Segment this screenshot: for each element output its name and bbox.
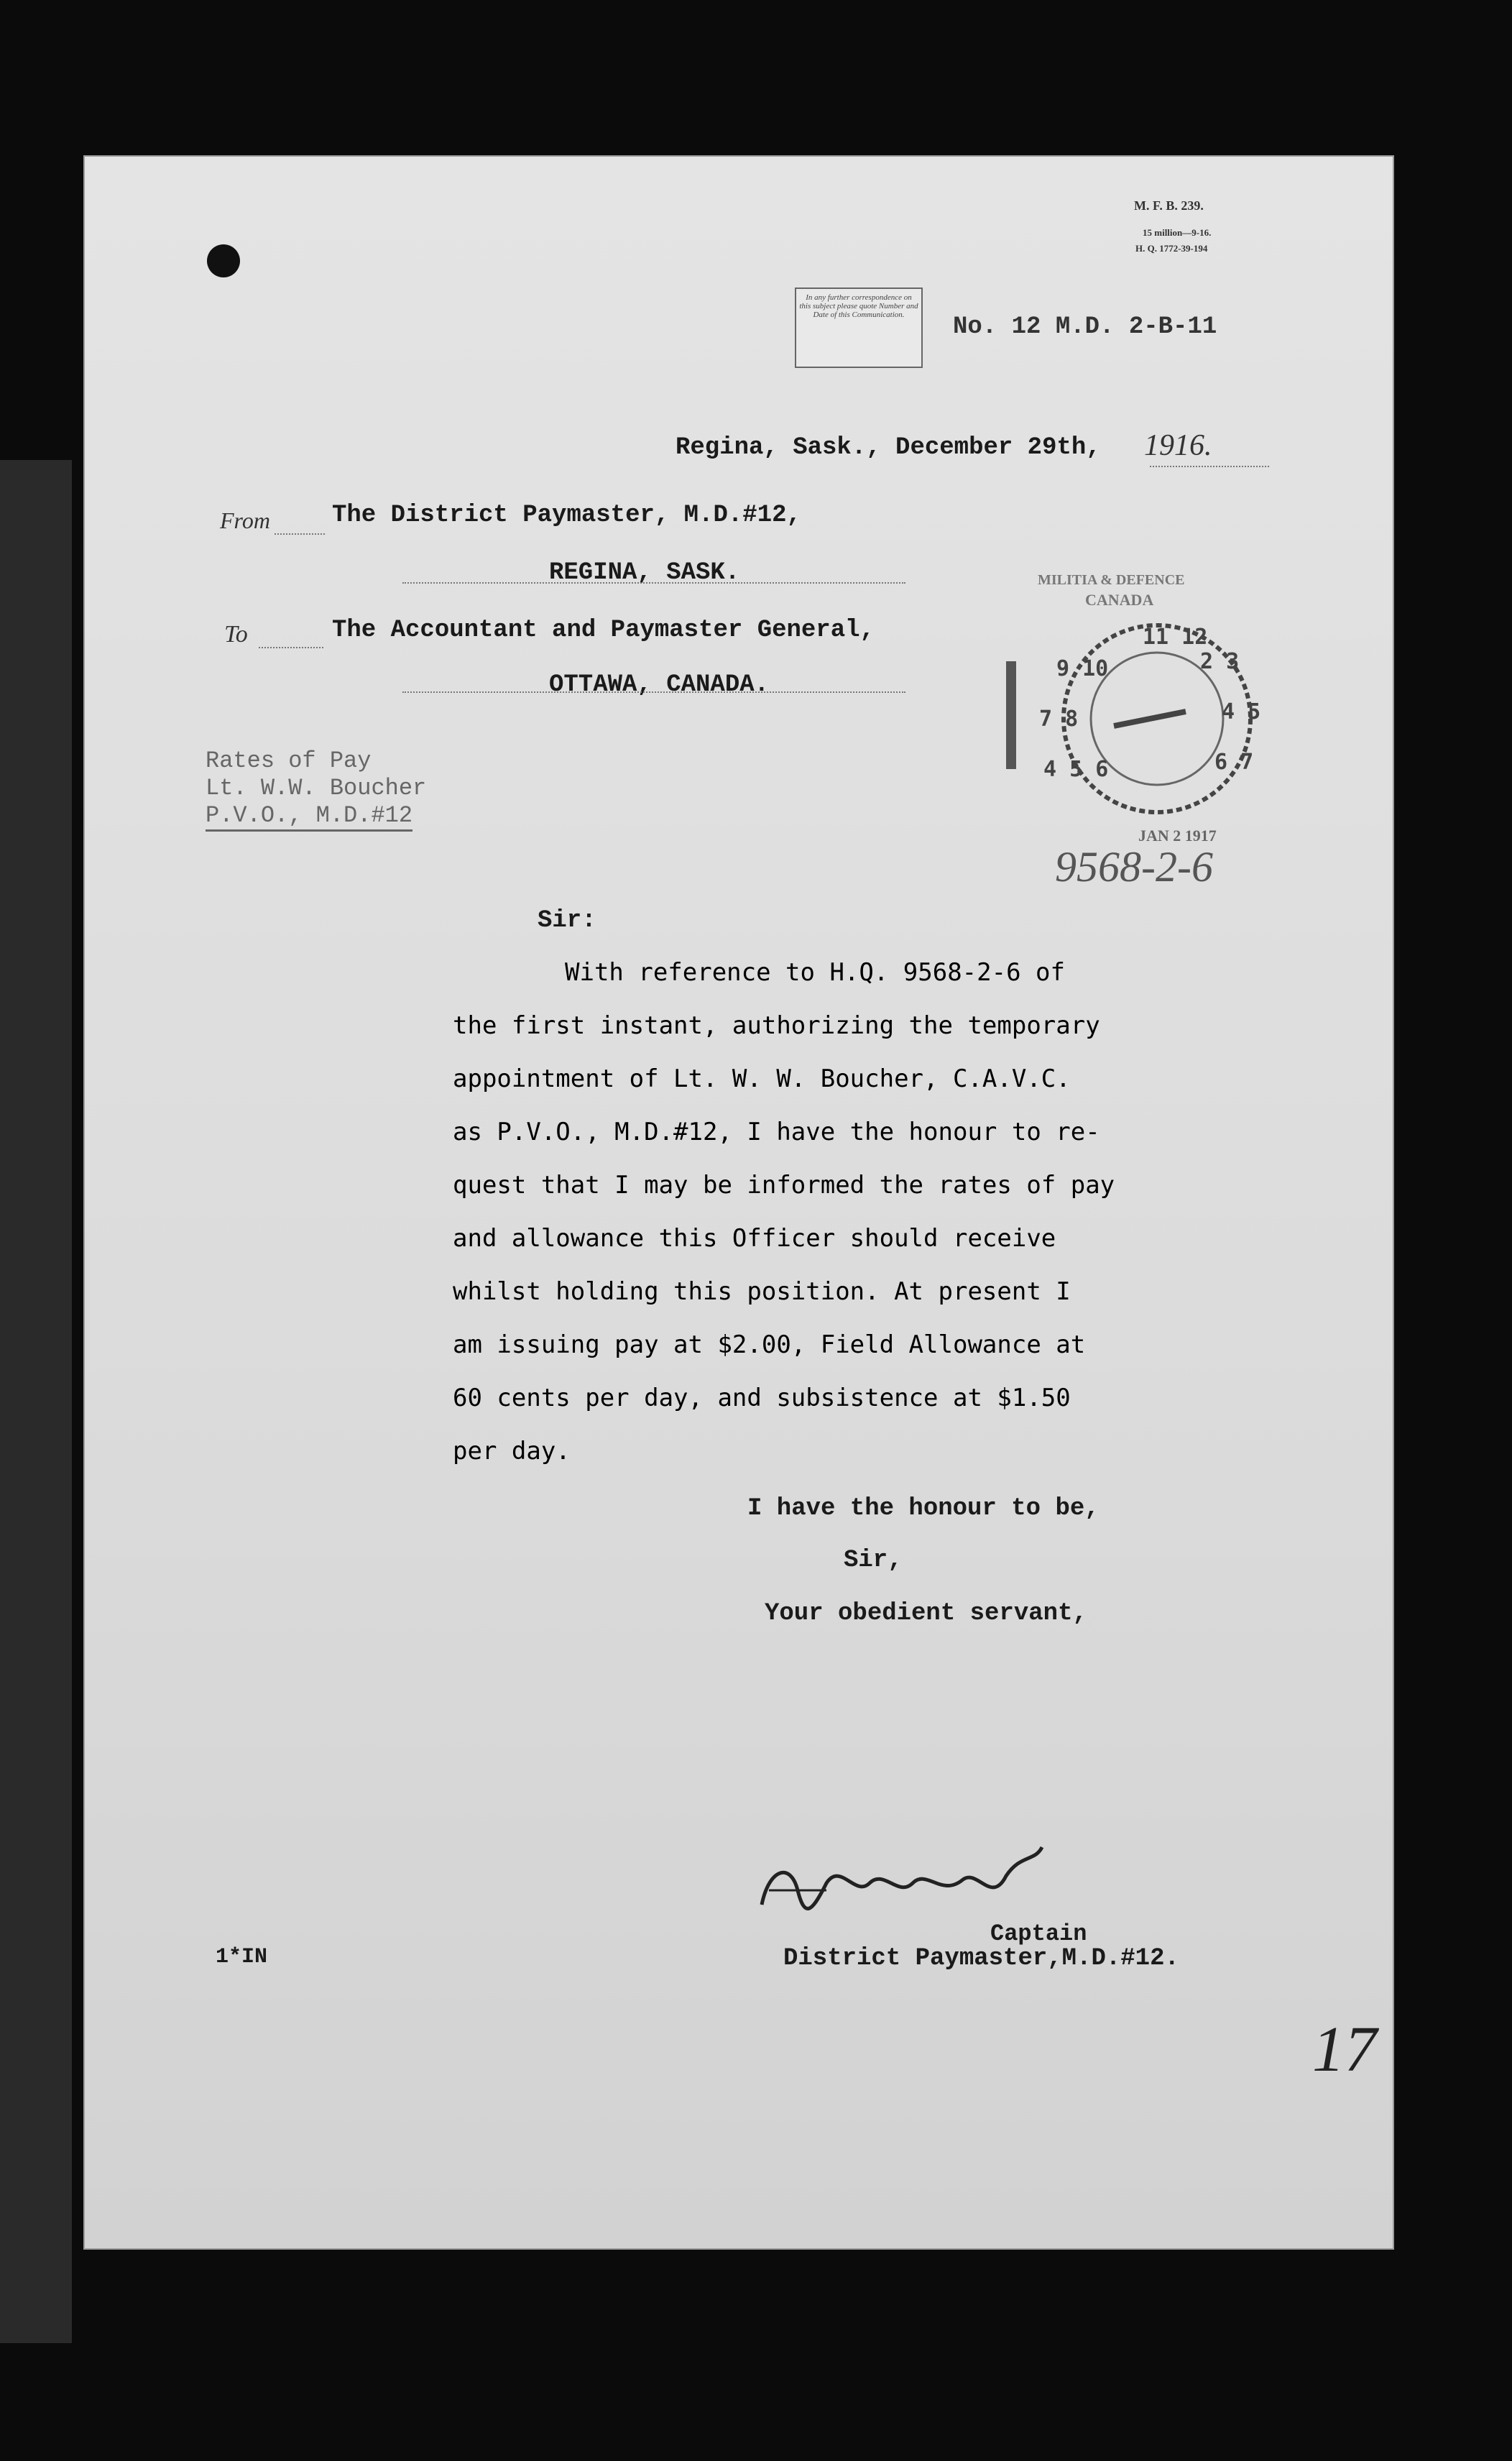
signature-title: District Paymaster,M.D.#12.: [783, 1945, 1179, 1972]
svg-text:4 5: 4 5: [1222, 699, 1261, 724]
to-line2-rule: [402, 691, 905, 693]
closing-line2: Sir,: [844, 1547, 903, 1574]
svg-text:2 3: 2 3: [1200, 649, 1240, 674]
form-number: M. F. B. 239.: [1134, 198, 1204, 213]
to-line2: OTTAWA, CANADA.: [549, 671, 770, 699]
film-edge: [0, 460, 72, 2343]
subject-line3: P.V.O., M.D.#12: [206, 802, 412, 832]
stamp-dial: [1006, 611, 1294, 841]
place-date: Regina, Sask., December 29th,: [676, 434, 1101, 461]
salutation: Sir:: [538, 907, 596, 934]
subject-line2: Lt. W.W. Boucher: [206, 775, 427, 801]
hq-info: H. Q. 1772-39-194: [1135, 243, 1208, 254]
stamp-country: CANADA: [1085, 591, 1154, 609]
to-rule: [259, 647, 323, 648]
closing-line3: Your obedient servant,: [765, 1600, 1087, 1627]
received-stamp: [1006, 568, 1294, 845]
body-line: and allowance this Officer should receive: [453, 1224, 1056, 1253]
page-mark: 17: [1312, 2014, 1377, 2085]
closing-line1: I have the honour to be,: [747, 1495, 1100, 1522]
subject-line1: Rates of Pay: [206, 748, 372, 774]
body-line: am issuing pay at $2.00, Field Allowance at: [453, 1330, 1086, 1359]
body-line: per day.: [453, 1437, 571, 1466]
to-line1: The Accountant and Paymaster General,: [332, 617, 875, 644]
handwritten-ref: 9568-2-6: [1055, 843, 1213, 891]
body-line: With reference to H.Q. 9568-2-6 of: [565, 958, 1065, 987]
reference-note-box: In any further correspondence on this subject please quote Number and Date of this Communication.: [795, 288, 923, 368]
from-line2-rule: [402, 582, 905, 584]
svg-text:6 7: 6 7: [1214, 750, 1254, 775]
year: 1916.: [1144, 429, 1212, 462]
punch-hole: [207, 244, 240, 277]
to-label: To: [224, 621, 248, 648]
stamp-date: JAN 2 1917: [1138, 827, 1217, 845]
stamp-dept: MILITIA & DEFENCE: [1038, 572, 1185, 588]
body-line: whilst holding this position. At present I: [453, 1277, 1071, 1306]
body-line: the first instant, authorizing the temporary: [453, 1011, 1100, 1040]
svg-text:9 10: 9 10: [1056, 656, 1109, 681]
typist-initials: 1*IN: [216, 1945, 268, 1969]
svg-text:4 5 6: 4 5 6: [1043, 757, 1109, 782]
body-line: 60 cents per day, and subsistence at $1.50: [453, 1384, 1071, 1412]
signature-rank: Captain: [990, 1920, 1087, 1947]
body-line: quest that I may be informed the rates of pay: [453, 1171, 1115, 1200]
body-paragraph: [453, 946, 1258, 1478]
year-rule: [1150, 466, 1269, 467]
file-number: No. 12 M.D. 2-B-11: [953, 313, 1217, 341]
body-line: appointment of Lt. W. W. Boucher, C.A.V.C.: [453, 1064, 1071, 1093]
signature: [747, 1840, 1064, 1919]
svg-text:7 8: 7 8: [1039, 707, 1079, 732]
print-info: 15 million—9-16.: [1143, 227, 1212, 238]
from-label: From: [220, 507, 270, 533]
from-line2: REGINA, SASK.: [549, 559, 740, 586]
body-line: as P.V.O., M.D.#12, I have the honour to re-: [453, 1118, 1100, 1146]
from-line1: The District Paymaster, M.D.#12,: [332, 502, 801, 529]
from-rule: [275, 533, 325, 535]
subject-block: [206, 748, 426, 832]
svg-text:11 12: 11 12: [1143, 625, 1208, 650]
